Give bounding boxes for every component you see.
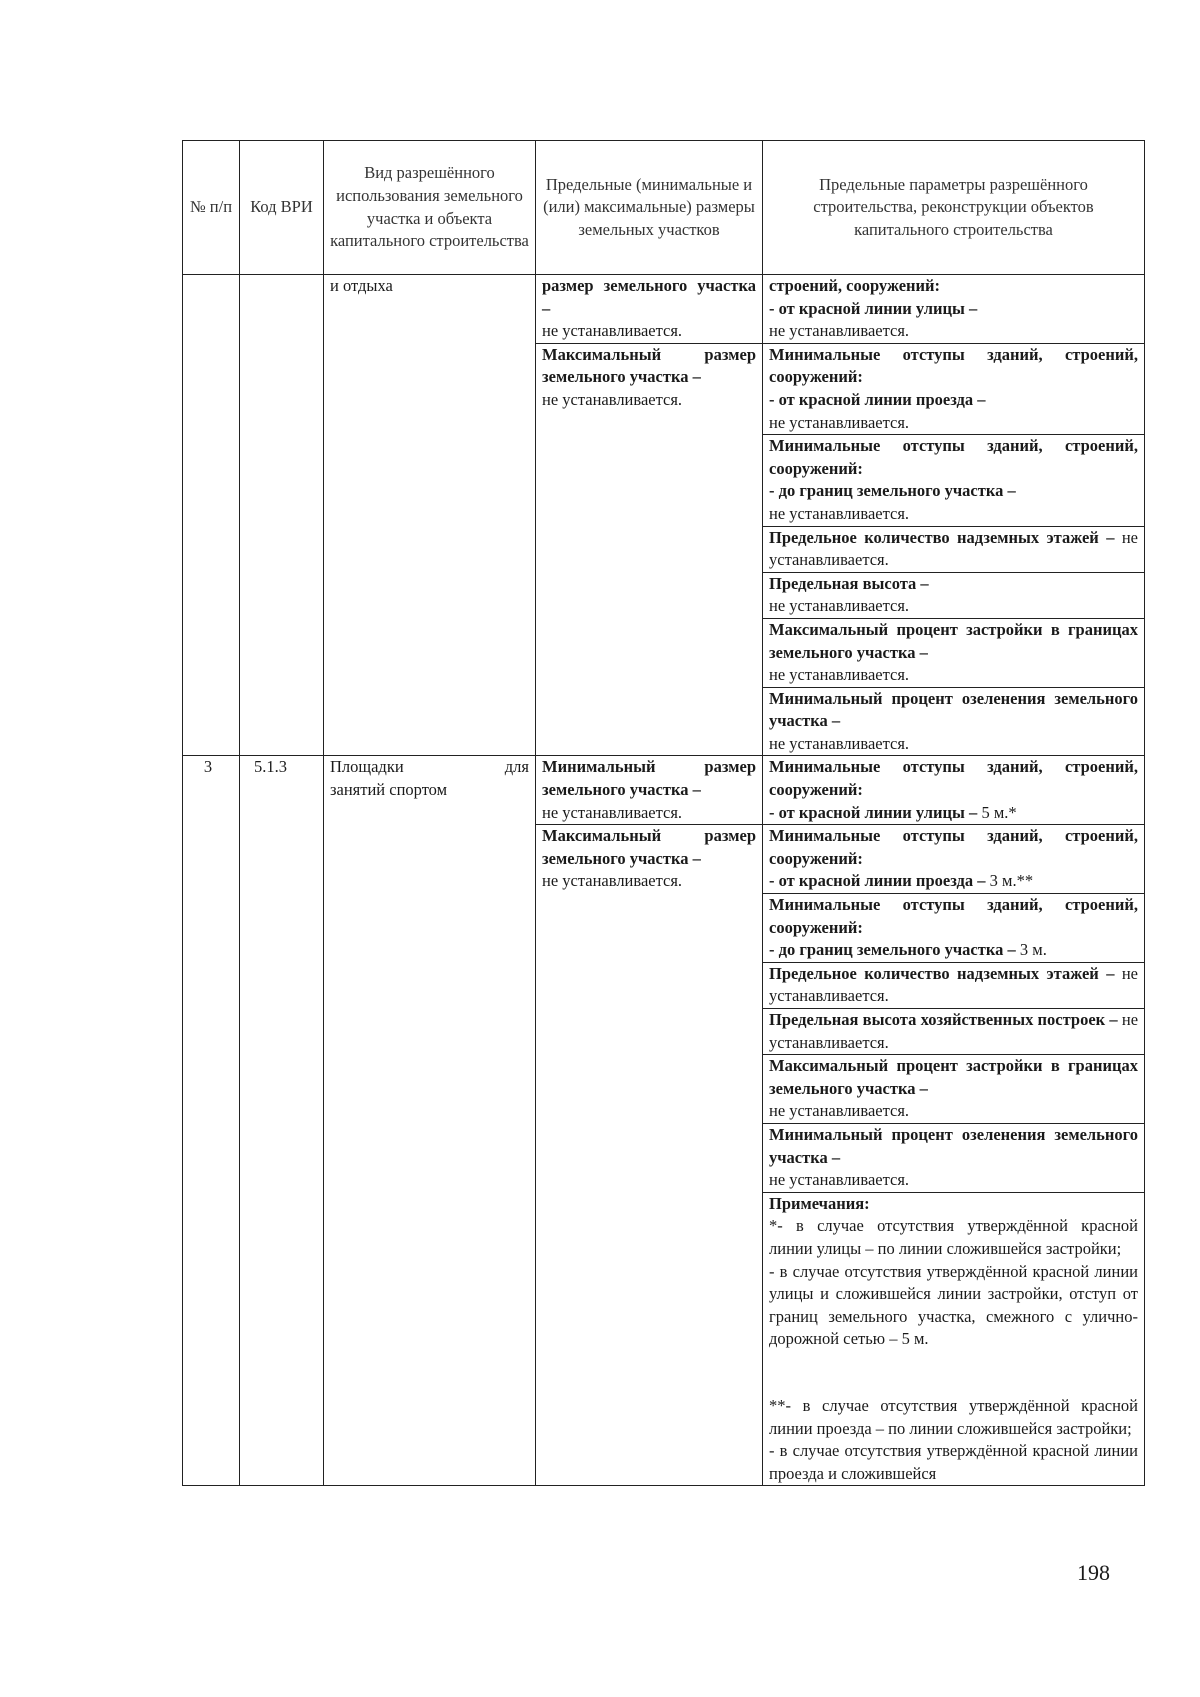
param-cell: Минимальные отступы зданий, строений, сооружений: - от красной линии проезда – не устанавливается. xyxy=(763,343,1145,434)
cont-num-cell xyxy=(183,275,240,756)
regulations-table xyxy=(182,140,1145,1486)
param-cell: Предельное количество надземных этажей – не устанавливается. xyxy=(763,962,1145,1008)
header-code: Код ВРИ xyxy=(240,141,324,275)
table-header-row xyxy=(183,141,1145,275)
page-number: 198 xyxy=(1077,1560,1110,1585)
notes-title: Примечания: xyxy=(769,1193,870,1213)
note-paragraph: - в случае отсутствия утверждённой красной линии улицы и сложившейся линии застройки, отступ от границ земельного участка, смежного с улично-дорожной сетью – 5 м. xyxy=(769,1261,1138,1349)
param-cell: Максимальный процент застройки в границах земельного участка – не устанавливается. xyxy=(763,618,1145,687)
row3-num-cell: 3 xyxy=(183,756,240,1486)
notes-cell xyxy=(763,1192,1145,1486)
header-num: № п/п xyxy=(183,141,240,275)
header-vri: Вид разрешённого использования земельного участка и объекта капитального строительства xyxy=(324,141,536,275)
note-paragraph: - в случае отсутствия утверждённой красной линии проезда и сложившейся xyxy=(769,1441,1138,1483)
note-paragraph: *- в случае отсутствия утверждённой красной линии улицы – по линии сложившейся застройки; xyxy=(769,1216,1138,1258)
param-cell: Минимальные отступы зданий, строений, сооружений: - до границ земельного участка – не устанавливается. xyxy=(763,435,1145,526)
cont-size-cell: Максимальный размер земельного участка – не устанавливается. xyxy=(536,343,763,756)
row3-size-cell: Максимальный размер земельного участка – не устанавливается. xyxy=(536,825,763,1486)
table-row xyxy=(183,756,1145,825)
row3-vri-cell: Площадки для занятий спортом xyxy=(324,756,536,1486)
table-row xyxy=(183,275,1145,344)
header-params: Предельные параметры разрешённого строительства, реконструкции объектов капитального строительства xyxy=(763,141,1145,275)
cont-vri-cell: и отдыха xyxy=(324,275,536,756)
row3-code-cell: 5.1.3 xyxy=(240,756,324,1486)
param-cell: строений, сооружений: - от красной линии улицы – не устанавливается. xyxy=(763,275,1145,344)
row3-size-cell: Минимальный размер земельного участка – не устанавливается. xyxy=(536,756,763,825)
param-cell: Минимальные отступы зданий, строений, сооружений: - от красной линии проезда – 3 м.** xyxy=(763,825,1145,894)
header-size: Предельные (минимальные и (или) максимальные) размеры земельных участков xyxy=(536,141,763,275)
param-cell: Предельное количество надземных этажей – не устанавливается. xyxy=(763,526,1145,572)
param-cell: Минимальные отступы зданий, строений, сооружений: - от красной линии улицы – 5 м.* xyxy=(763,756,1145,825)
param-cell: Минимальный процент озеленения земельного участка – не устанавливается. xyxy=(763,1123,1145,1192)
param-cell: Минимальные отступы зданий, строений, сооружений: - до границ земельного участка – 3 м. xyxy=(763,894,1145,963)
param-cell: Минимальный процент озеленения земельного участка – не устанавливается. xyxy=(763,687,1145,756)
param-cell: Предельная высота – не устанавливается. xyxy=(763,572,1145,618)
param-cell: Максимальный процент застройки в границах земельного участка – не устанавливается. xyxy=(763,1055,1145,1124)
param-cell: Предельная высота хозяйственных построек – не устанавливается. xyxy=(763,1009,1145,1055)
cont-code-cell xyxy=(240,275,324,756)
cont-size-cell: размер земельного участка – не устанавливается. xyxy=(536,275,763,344)
note-paragraph: **- в случае отсутствия утверждённой красной линии проезда – по линии сложившейся застройки; xyxy=(769,1395,1138,1438)
